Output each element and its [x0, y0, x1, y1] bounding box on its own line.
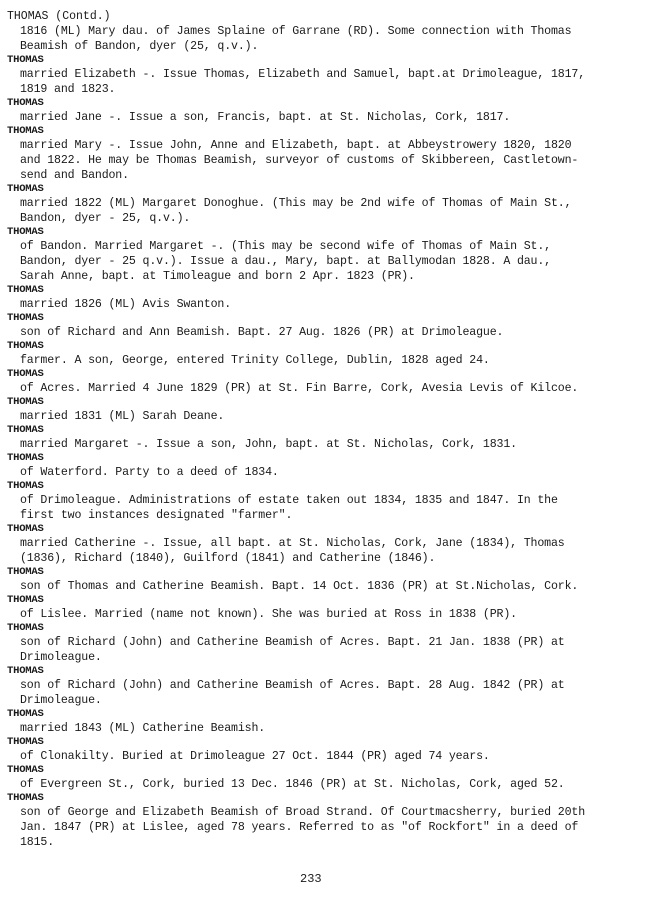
entry-text-line: of Bandon. Married Margaret -. (This may be second wife of Thomas of Main St., [20, 240, 551, 253]
entry-text-line: Sarah Anne, bapt. at Timoleague and born 2 Apr. 1823 (PR). [20, 270, 415, 283]
entry-text-line: of Clonakilty. Buried at Drimoleague 27 Oct. 1844 (PR) aged 74 years. [20, 750, 490, 763]
entry-name: THOMAS [7, 665, 44, 677]
entry [7, 708, 637, 736]
entry-text-line: married Elizabeth -. Issue Thomas, Elizabeth and Samuel, bapt.at Drimoleague, 1817, [20, 68, 586, 81]
entry-text-line: son of Richard and Ann Beamish. Bapt. 27 Aug. 1826 (PR) at Drimoleague. [20, 326, 504, 339]
entry-text-line: of Waterford. Party to a deed of 1834. [20, 466, 279, 479]
entry-name: THOMAS [7, 708, 44, 720]
entry-text-line: married Margaret -. Issue a son, John, bapt. at St. Nicholas, Cork, 1831. [20, 438, 517, 451]
entry-name: THOMAS [7, 764, 44, 776]
entry-text-line: Bandon, dyer - 25 q.v.). Issue a dau., Mary, bapt. at Ballymodan 1828. A dau., [20, 255, 551, 268]
continuation-header: THOMAS (Contd.) [7, 10, 111, 23]
entry [7, 340, 637, 368]
entry-text-line: of Acres. Married 4 June 1829 (PR) at St. Fin Barre, Cork, Avesia Levis of Kilcoe. [20, 382, 579, 395]
entry-text-line: 1815. [20, 836, 55, 849]
entry [7, 736, 637, 764]
entry [7, 424, 637, 452]
entry-text-line: son of Richard (John) and Catherine Beamish of Acres. Bapt. 28 Aug. 1842 (PR) at [20, 679, 565, 692]
entry [7, 594, 637, 622]
entry-text-line: 1819 and 1823. [20, 83, 116, 96]
entry [7, 24, 637, 54]
entry [7, 523, 637, 566]
entry-text-line: son of Richard (John) and Catherine Beamish of Acres. Bapt. 21 Jan. 1838 (PR) at [20, 636, 565, 649]
entry-text-line: (1836), Richard (1840), Guilford (1841) and Catherine (1846). [20, 552, 436, 565]
entry-text-line: married 1843 (ML) Catherine Beamish. [20, 722, 266, 735]
entry-text-line: Beamish of Bandon, dyer (25, q.v.). [20, 40, 259, 53]
entry-text-line: married Jane -. Issue a son, Francis, bapt. at St. Nicholas, Cork, 1817. [20, 111, 511, 124]
entry-text-line: married 1831 (ML) Sarah Deane. [20, 410, 225, 423]
entry-text-line: son of Thomas and Catherine Beamish. Bapt. 14 Oct. 1836 (PR) at St.Nicholas, Cork. [20, 580, 579, 593]
entry [7, 226, 637, 284]
entry-name: THOMAS [7, 183, 44, 195]
entry-name: THOMAS [7, 54, 44, 66]
entry-name: THOMAS [7, 452, 44, 464]
entry-text-line: of Evergreen St., Cork, buried 13 Dec. 1846 (PR) at St. Nicholas, Cork, aged 52. [20, 778, 565, 791]
entry-name: THOMAS [7, 284, 44, 296]
entry-text-line: first two instances designated "farmer". [20, 509, 293, 522]
entry [7, 284, 637, 312]
entry-text-line: of Drimoleague. Administrations of estate taken out 1834, 1835 and 1847. In the [20, 494, 558, 507]
entry-name: THOMAS [7, 792, 44, 804]
entry [7, 566, 637, 594]
entry-text-line: son of George and Elizabeth Beamish of Broad Strand. Of Courtmacsherry, buried 20th [20, 806, 586, 819]
entry-text-line: farmer. A son, George, entered Trinity College, Dublin, 1828 aged 24. [20, 354, 490, 367]
entry-name: THOMAS [7, 226, 44, 238]
entry-text-line: 1816 (ML) Mary dau. of James Splaine of Garrane (RD). Some connection with Thomas [20, 25, 572, 38]
entry [7, 396, 637, 424]
entry-name: THOMAS [7, 312, 44, 324]
entry [7, 97, 637, 125]
entry-text-line: of Lislee. Married (name not known). She was buried at Ross in 1838 (PR). [20, 608, 517, 621]
entry-text-line: Drimoleague. [20, 694, 102, 707]
entry-text-line: Jan. 1847 (PR) at Lislee, aged 78 years. Referred to as "of Rockfort" in a deed of [20, 821, 579, 834]
entry-name: THOMAS [7, 125, 44, 137]
entry-name: THOMAS [7, 340, 44, 352]
entry-name: THOMAS [7, 480, 44, 492]
entry-name: THOMAS [7, 97, 44, 109]
entry-list [7, 24, 637, 850]
entry [7, 54, 637, 97]
entry [7, 452, 637, 480]
entry-name: THOMAS [7, 523, 44, 535]
entry [7, 368, 637, 396]
entry-text-line: send and Bandon. [20, 169, 129, 182]
entry-text-line: Drimoleague. [20, 651, 102, 664]
entry [7, 665, 637, 708]
entry [7, 183, 637, 226]
entry-text-line: and 1822. He may be Thomas Beamish, surveyor of customs of Skibbereen, Castletown- [20, 154, 579, 167]
entry [7, 764, 637, 792]
entry-text-line: married Catherine -. Issue, all bapt. at St. Nicholas, Cork, Jane (1834), Thomas [20, 537, 565, 550]
entry-name: THOMAS [7, 594, 44, 606]
entry-name: THOMAS [7, 424, 44, 436]
entry-text-line: married 1822 (ML) Margaret Donoghue. (This may be 2nd wife of Thomas of Main St., [20, 197, 572, 210]
entry-name: THOMAS [7, 622, 44, 634]
page-number: 233 [300, 872, 322, 886]
entry [7, 125, 637, 183]
entry-name: THOMAS [7, 396, 44, 408]
entry-text-line: married Mary -. Issue John, Anne and Elizabeth, bapt. at Abbeystrowery 1820, 1820 [20, 139, 572, 152]
entry-text-line: Bandon, dyer - 25, q.v.). [20, 212, 191, 225]
entry-name: THOMAS [7, 566, 44, 578]
entry-text-line: married 1826 (ML) Avis Swanton. [20, 298, 232, 311]
entry [7, 792, 637, 850]
entry-name: THOMAS [7, 736, 44, 748]
entry [7, 480, 637, 523]
entry-name: THOMAS [7, 368, 44, 380]
entry [7, 622, 637, 665]
entry [7, 312, 637, 340]
